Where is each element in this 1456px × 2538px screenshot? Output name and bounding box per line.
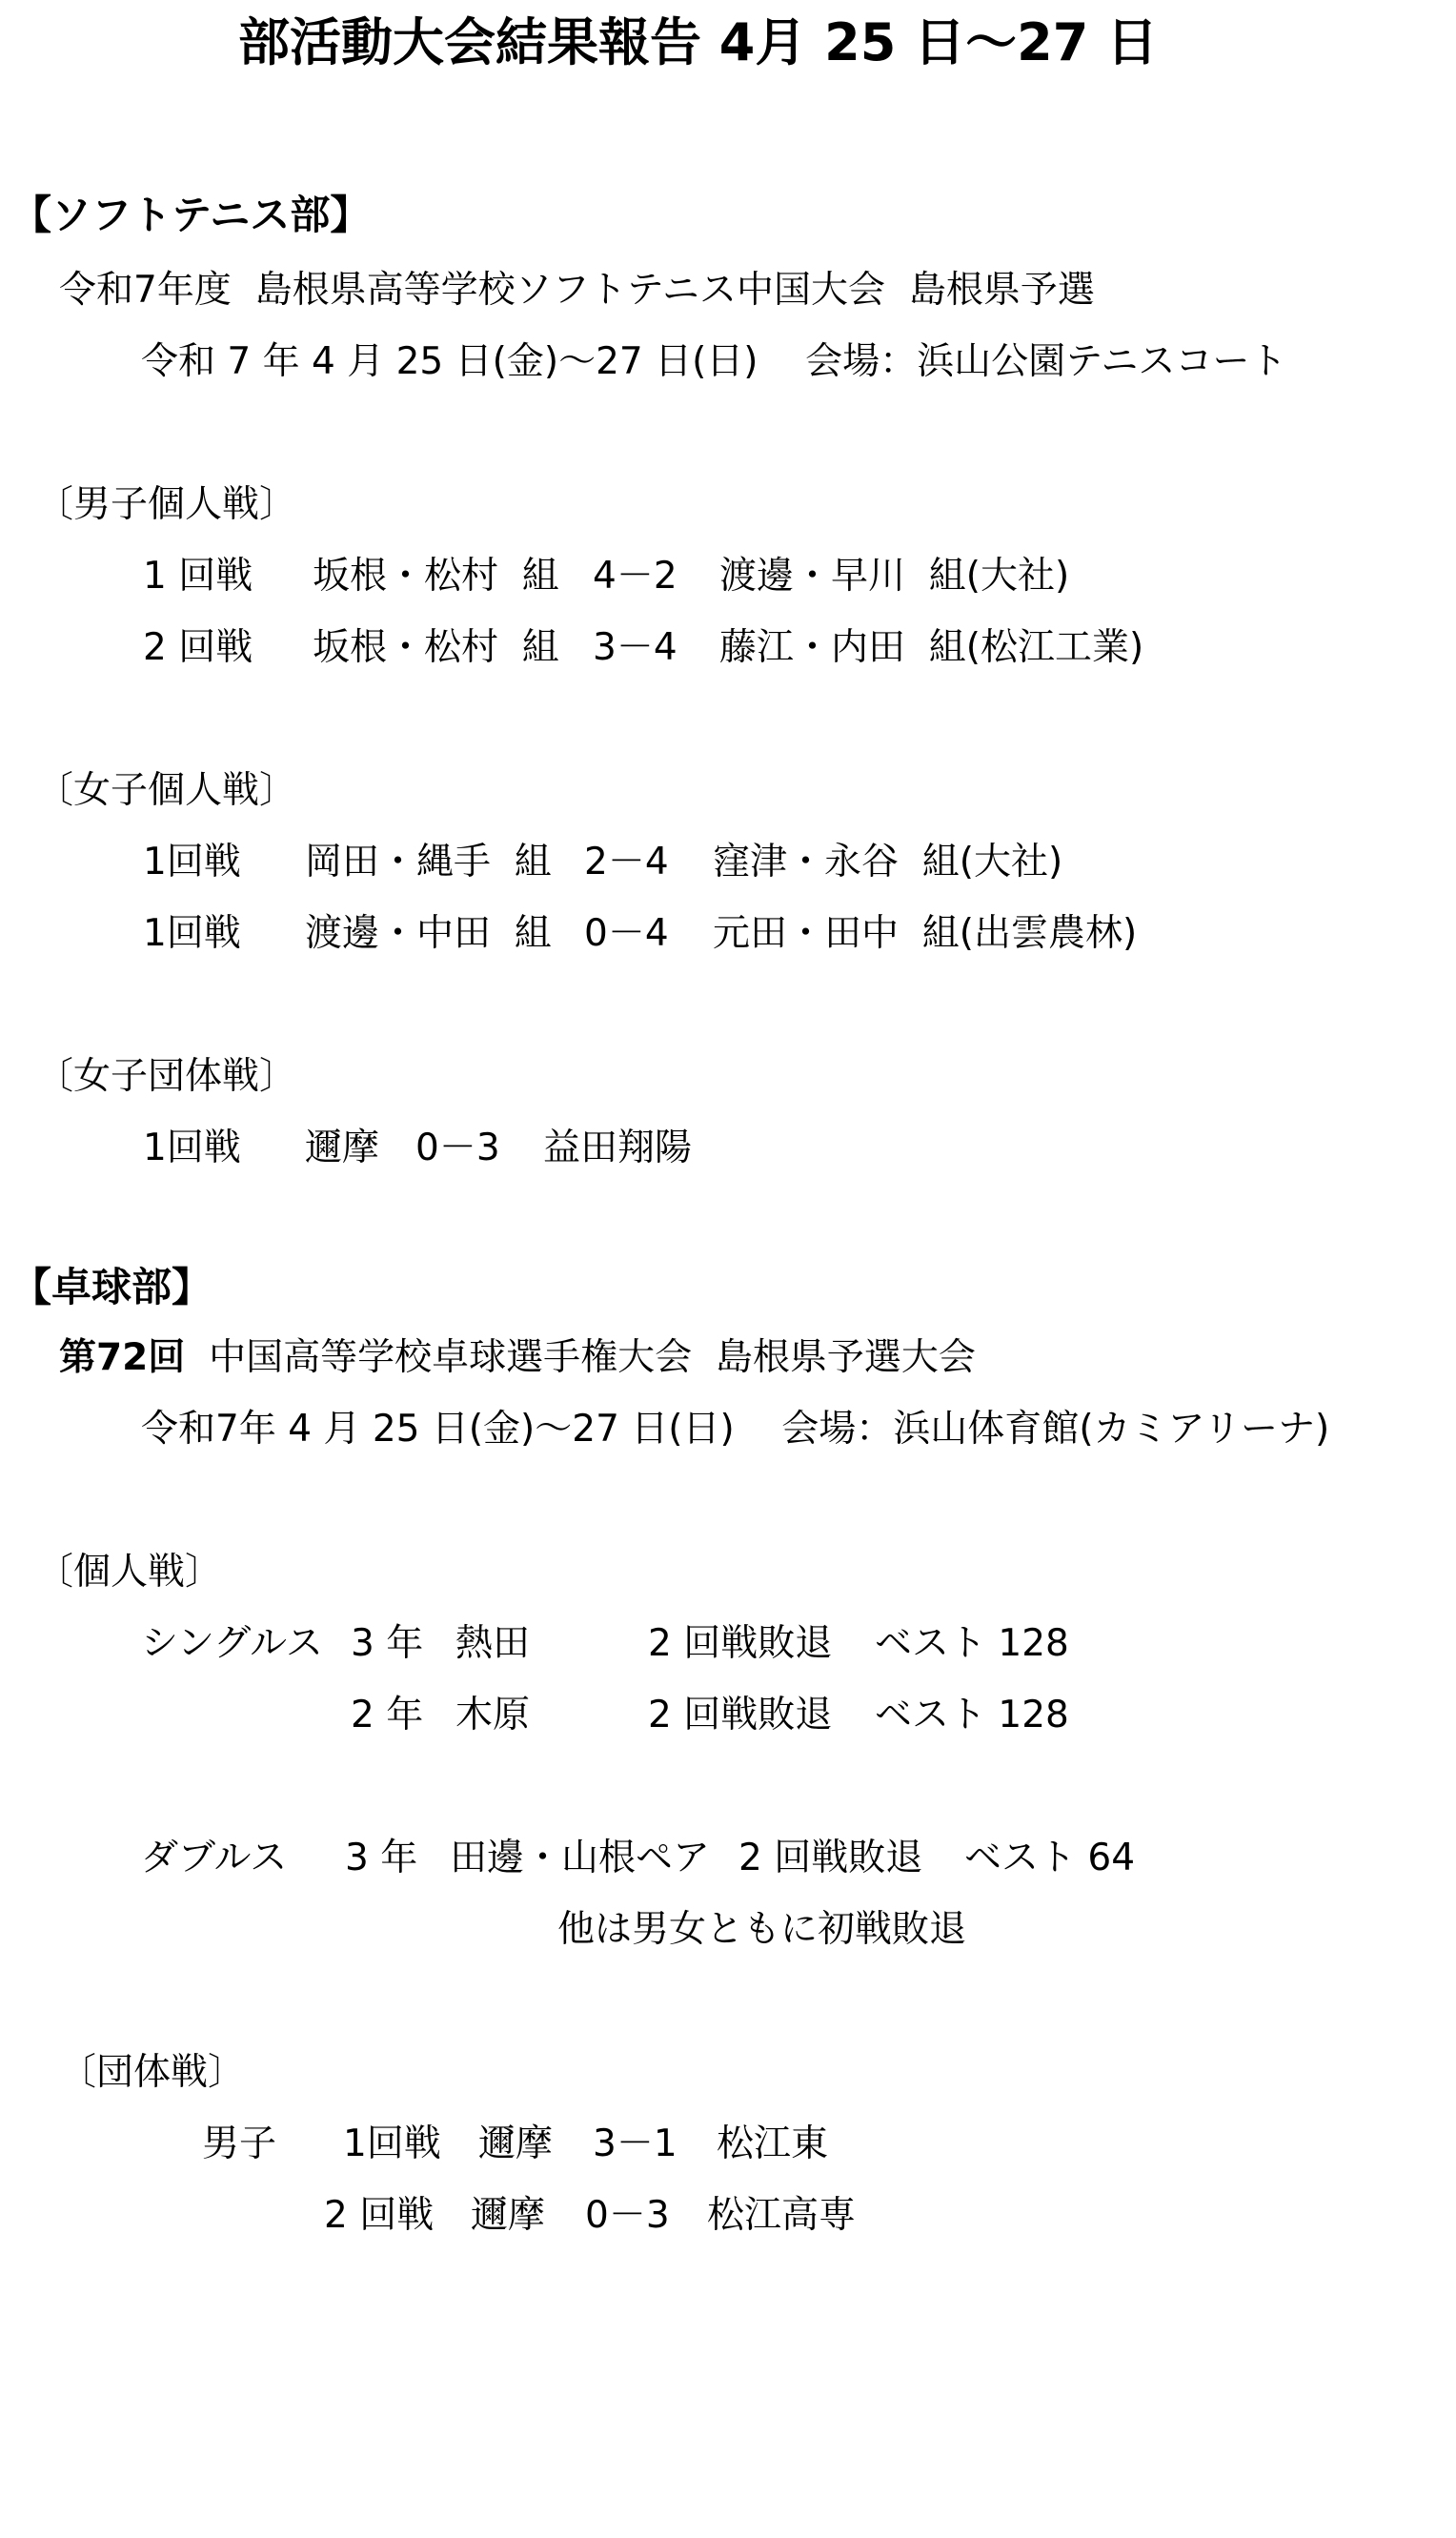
- event-name: 中国高等学校卓球選手権大会 島根県予選大会: [185, 1336, 976, 1379]
- team-category-label: 男子: [202, 2122, 277, 2165]
- player-grade: 3 年: [351, 1622, 424, 1665]
- player-result: 2 回戦敗退: [648, 1694, 833, 1736]
- boys-individual-heading: 〔男子個人戦〕: [36, 483, 297, 526]
- pair-name: 渡邊・中田 組: [305, 912, 552, 955]
- match-score: 3－1: [593, 2122, 677, 2165]
- match-score: 4－2: [593, 555, 677, 598]
- player-best: ベスト 128: [875, 1694, 1069, 1736]
- soft-tennis-event: 令和7年度 島根県高等学校ソフトテニス中国大会 島根県予選: [59, 269, 1095, 312]
- soft-tennis-heading: 【ソフトテニス部】: [11, 192, 371, 238]
- pair-name: 坂根・松村 組: [313, 626, 559, 669]
- round-label: 1回戦: [143, 912, 241, 955]
- doubles-label: ダブルス: [141, 1837, 288, 1879]
- match-score: 0－3: [415, 1127, 500, 1169]
- table-tennis-event: [59, 1336, 976, 1379]
- opponent-name: 藤江・内田 組(松江工業): [719, 626, 1144, 669]
- table-tennis-heading: 【卓球部】: [11, 1264, 212, 1310]
- pair-name: 岡田・縄手 組: [305, 841, 552, 883]
- player-best: ベスト 64: [964, 1837, 1136, 1879]
- player-grade: 3 年: [345, 1837, 418, 1879]
- individual-heading: 〔個人戦〕: [36, 1551, 223, 1594]
- singles-label: シングルス: [141, 1622, 323, 1665]
- team-heading: 〔団体戦〕: [59, 2051, 246, 2094]
- player-name: 田邊・山根ペア: [450, 1837, 711, 1879]
- opponent-name: 窪津・永谷 組(大社): [713, 841, 1063, 883]
- round-label: 1 回戦: [143, 555, 253, 598]
- opponent-name: 松江高専: [707, 2194, 857, 2237]
- round-label: 2 回戦: [143, 626, 253, 669]
- player-grade: 2 年: [351, 1694, 424, 1736]
- girls-team-heading: 〔女子団体戦〕: [36, 1055, 297, 1098]
- opponent-name: 渡邊・早川 組(大社): [719, 555, 1070, 598]
- soft-tennis-date-venue: 令和 7 年 4 月 25 日(金)～27 日(日) 会場：浜山公園テニスコート: [141, 340, 1287, 383]
- pair-name: 坂根・松村 組: [313, 555, 559, 598]
- player-result: 2 回戦敗退: [648, 1622, 833, 1665]
- opponent-name: 益田翔陽: [543, 1127, 693, 1169]
- player-result: 2 回戦敗退: [738, 1837, 923, 1879]
- opponent-name: 元田・田中 組(出雲農林): [713, 912, 1138, 955]
- team-name: 邇摩: [478, 2122, 554, 2165]
- individual-note: 他は男女ともに初戦敗退: [557, 1908, 967, 1951]
- team-name: 邇摩: [471, 2194, 546, 2237]
- table-tennis-date-venue: 令和7年 4 月 25 日(金)～27 日(日) 会場：浜山体育館(カミアリーナ): [141, 1408, 1330, 1451]
- match-score: 3－4: [593, 626, 677, 669]
- girls-individual-heading: 〔女子個人戦〕: [36, 769, 297, 812]
- opponent-name: 松江東: [717, 2122, 829, 2165]
- match-score: 0－4: [584, 912, 669, 955]
- round-label: 1回戦: [143, 841, 241, 883]
- page-title: 部活動大会結果報告 4月 25 日～27 日: [238, 12, 1159, 72]
- event-number: 第72回: [59, 1336, 186, 1379]
- player-name: 熱田: [455, 1622, 531, 1665]
- team-name: 邇摩: [305, 1127, 380, 1169]
- round-label: 1回戦: [343, 2122, 441, 2165]
- match-score: 2－4: [584, 841, 669, 883]
- round-label: 1回戦: [143, 1127, 241, 1169]
- player-name: 木原: [455, 1694, 531, 1736]
- round-label: 2 回戦: [324, 2194, 435, 2237]
- match-score: 0－3: [585, 2194, 670, 2237]
- player-best: ベスト 128: [875, 1622, 1069, 1665]
